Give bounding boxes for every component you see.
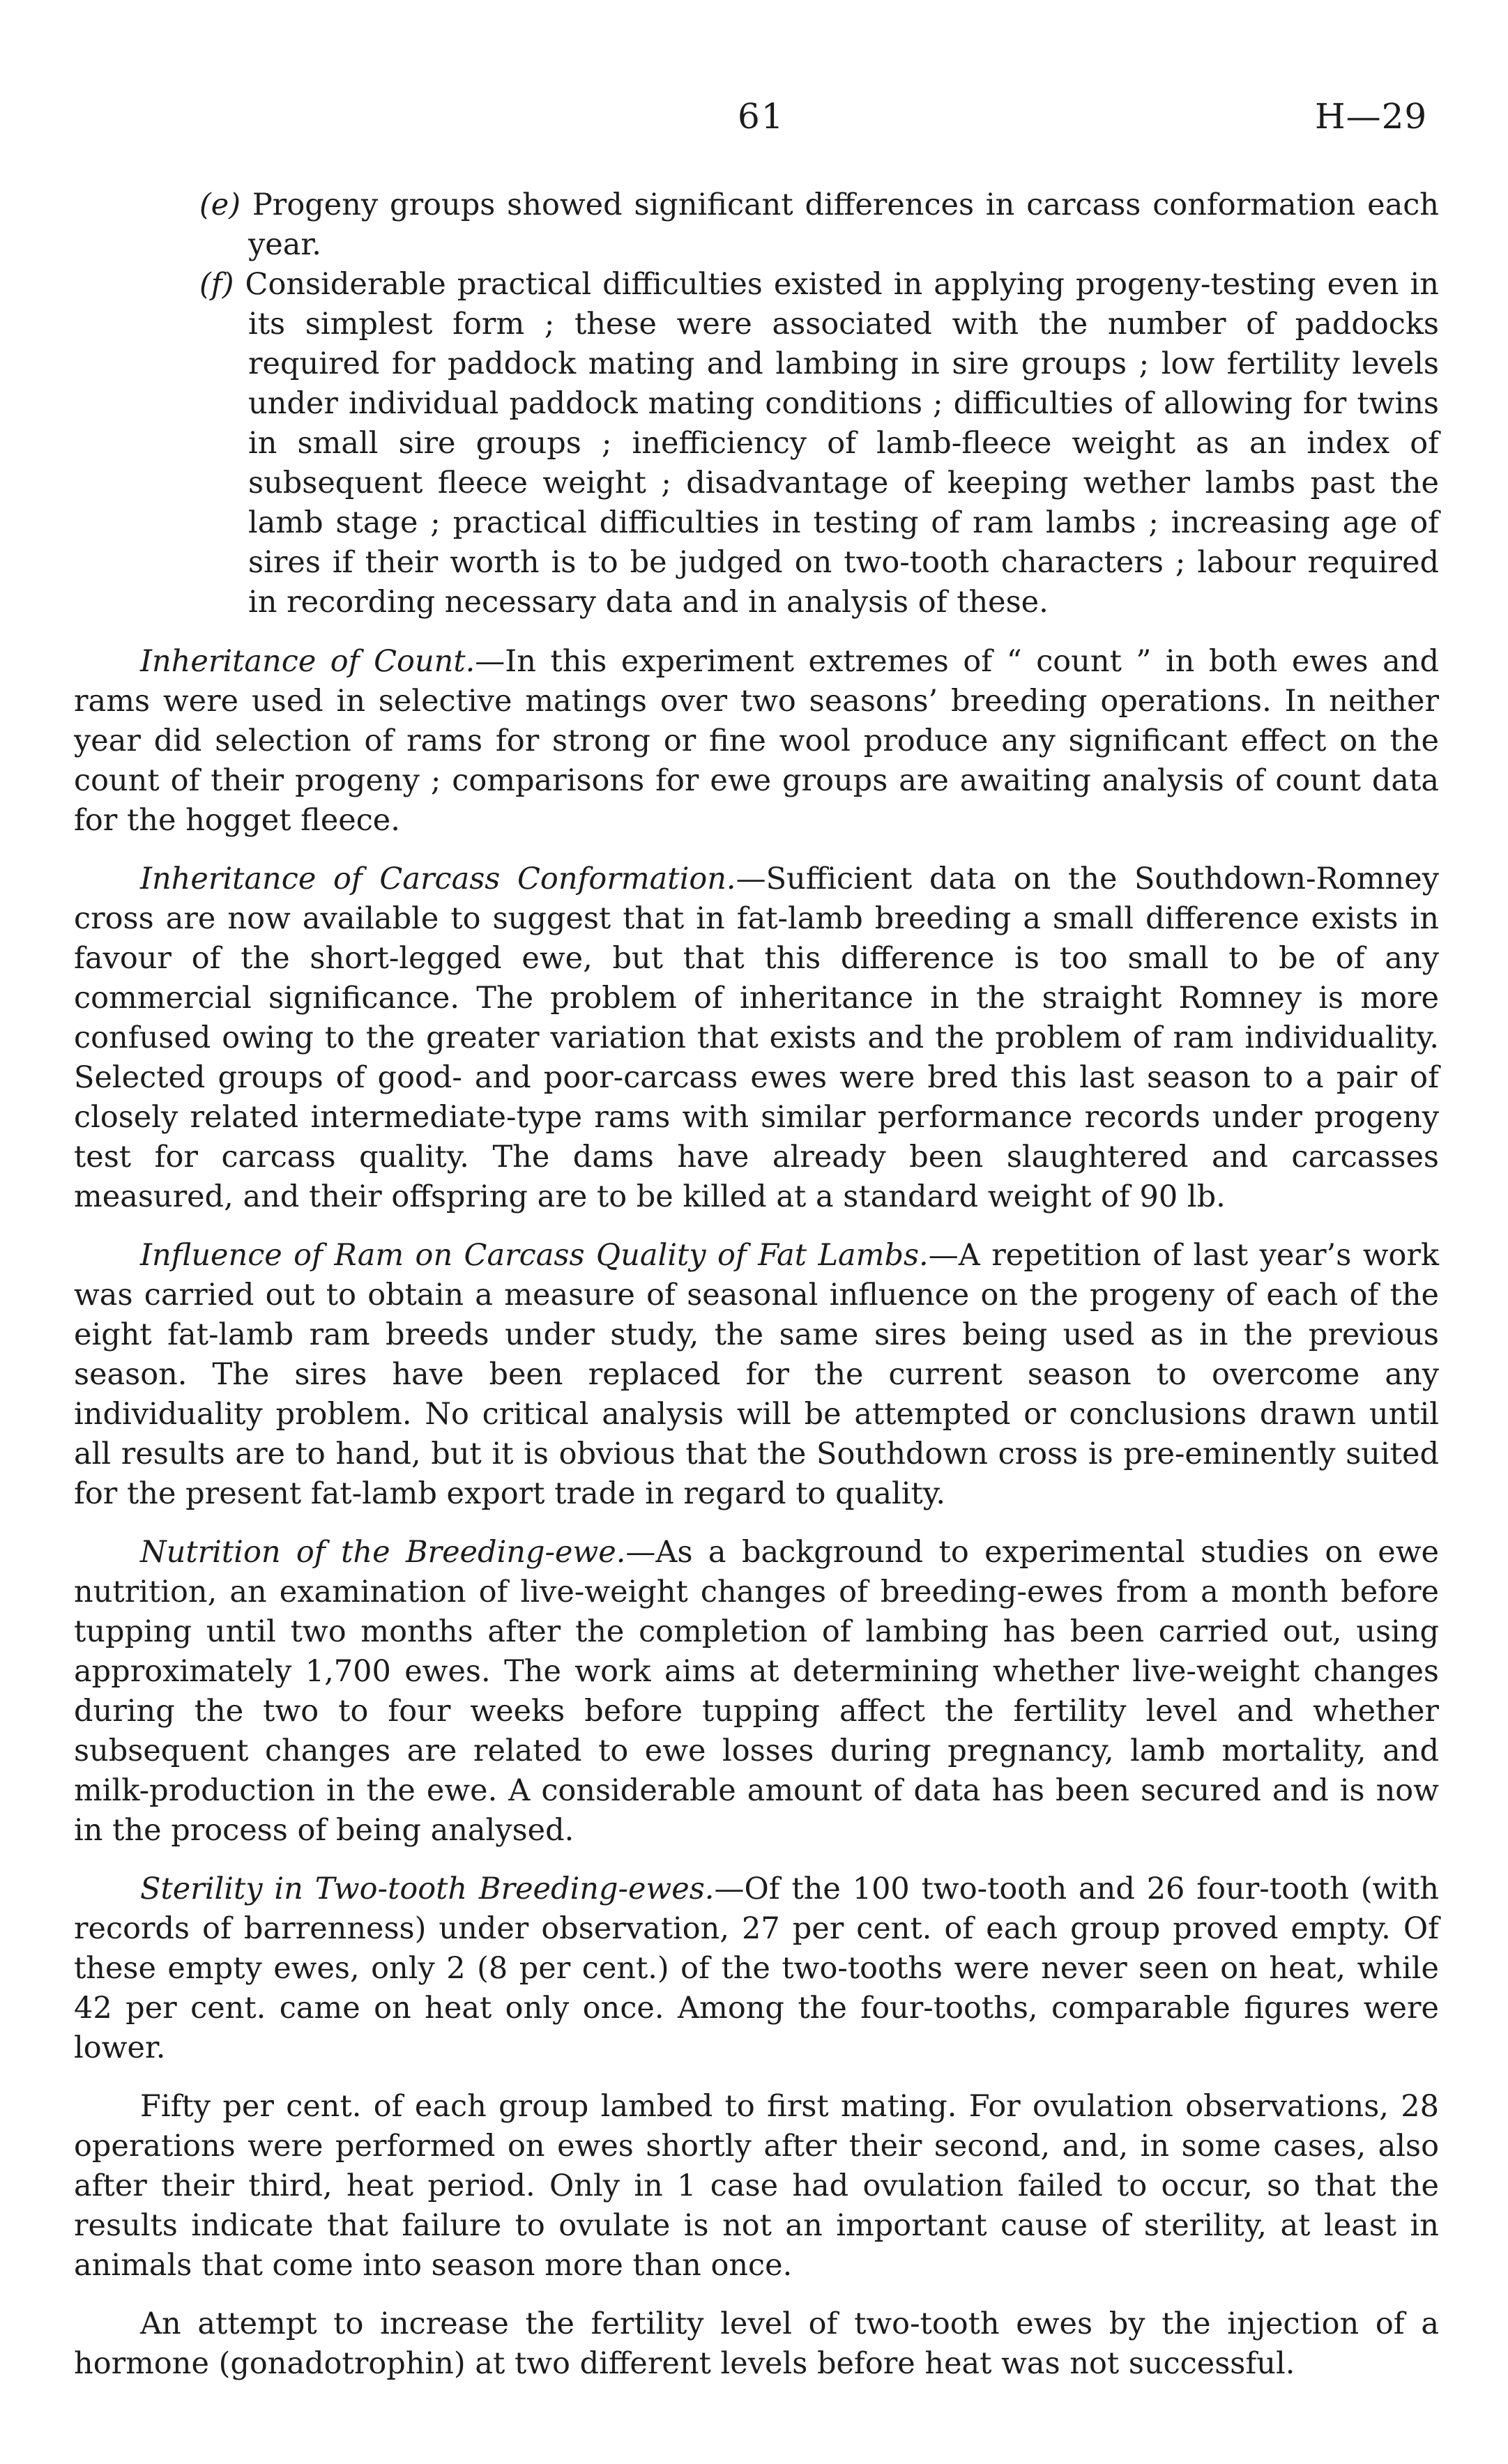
paragraph-heading: Sterility in Two-tooth Breeding-ewes. <box>140 1872 715 1906</box>
paragraph-inheritance-of-carcass-conformation <box>74 859 1439 1217</box>
paragraph-text: —Of the 100 two-tooth and 26 four-tooth (with records of barrenness) under observation, 27 per cent. of each group proved empty. Of these empty ewes, only 2 (8 per cent.) of the two-tooths were never seen on heat, while 42 per cent. came on heat only once. Among the four-tooths, comparable figures were lower. <box>74 1872 1440 2065</box>
page-body <box>74 185 1439 2384</box>
list-item-text: Progeny groups showed significant differences in carcass conformation each year. <box>241 188 1439 262</box>
paragraph-inheritance-of-count <box>74 642 1439 841</box>
paragraph-text: An attempt to increase the fertility level of two-tooth ewes by the injection of a hormone (gonadotrophin) at two different levels before heat was not successful. <box>74 2306 1439 2381</box>
paragraph-text: —A repetition of last year’s work was carried out to obtain a measure of seasonal influence on the progeny of each of the eight fat-lamb ram breeds under study, the same sires being used as in the previous season. The sires have been replaced for the current season to overcome any individuality problem. No critical analysis will be attempted or conclusions drawn until all results are to hand, but it is obvious that the Southdown cross is pre-eminently suited for the present fat-lamb export trade in regard to quality. <box>74 1238 1440 1511</box>
paragraph-heading: Inheritance of Count. <box>140 644 475 679</box>
list-item-text: Considerable practical difficulties existed in applying progeny-testing even in its simplest form ; these were associated with the number of paddocks required for paddock mating and lambing in sire groups ; low fertility levels under individual paddock mating conditions ; difficulties of allowing for twins in small sire groups ; inefficiency of lamb-fleece weight as an index of subsequent fleece weight ; disadvantage of keeping wether lambs past the lamb stage ; practical difficulties in testing of ram lambs ; increasing age of sires if their worth is to be judged on two-tooth characters ; labour required in recording necessary data and in analysis of these. <box>234 267 1439 620</box>
list-item-f <box>74 265 1439 622</box>
paragraph-hormone-attempt <box>74 2304 1439 2384</box>
page-number: 61 <box>738 96 785 137</box>
paragraph-text: —Sufficient data on the Southdown-Romney cross are now available to suggest that in fat-lamb breeding a small difference exists in favour of the short-legged ewe, but that this difference is too small to be of any commercial significance. The problem of inheritance in the straight Romney is more confused owing to the greater variation that exists and the problem of ram individuality. Selected groups of good- and poor-carcass ewes were bred this last season to a pair of closely related intermediate-type rams with similar performance records under progeny test for carcass quality. The dams have already been slaughtered and carcasses measured, and their offspring are to be killed at a standard weight of 90 lb. <box>74 862 1439 1214</box>
paragraph-sterility-two-tooth <box>74 1869 1439 2068</box>
list-item-e <box>74 185 1439 265</box>
paragraph-text: —As a background to experimental studies on ewe nutrition, an examination of live-weight changes of breeding-ewes from a month before tupping until two months after the completion of lambing has been carried out, using approximately 1,700 ewes. The work aims at determining whether live-weight changes during the two to four weeks before tupping affect the fertility level and whether subsequent changes are related to ewe losses during pregnancy, lamb mortality, and milk-production in the ewe. A considerable amount of data has been secured and is now in the process of being analysed. <box>74 1535 1440 1848</box>
paragraph-influence-of-ram <box>74 1236 1439 1514</box>
paragraph-text: Fifty per cent. of each group lambed to first mating. For ovulation observations, 28 operations were performed on ewes shortly after their second, and, in some cases, also after their third, heat period. Only in 1 case had ovulation failed to occur, so that the results indicate that failure to ovulate is not an important cause of sterility, at least in animals that come into season more than once. <box>74 2089 1439 2283</box>
report-code: H—29 <box>1315 96 1428 137</box>
list-marker: (e) <box>199 188 241 222</box>
paragraph-heading: Influence of Ram on Carcass Quality of Fat Lambs. <box>140 1238 929 1273</box>
paragraph-heading: Nutrition of the Breeding-ewe. <box>140 1535 626 1570</box>
paragraph-nutrition-of-breeding-ewe <box>74 1533 1439 1851</box>
paragraph-heading: Inheritance of Carcass Conformation. <box>140 862 736 896</box>
paragraph-first-mating <box>74 2087 1439 2286</box>
list-marker: (f) <box>199 267 234 302</box>
paragraph-text: —In this experiment extremes of “ count ” in both ewes and rams were used in selective matings over two seasons’ breeding operations. In neither year did selection of rams for strong or fine wool produce any significant effect on the count of their progeny ; comparisons for ewe groups are awaiting analysis of count data for the hogget fleece. <box>74 644 1439 838</box>
